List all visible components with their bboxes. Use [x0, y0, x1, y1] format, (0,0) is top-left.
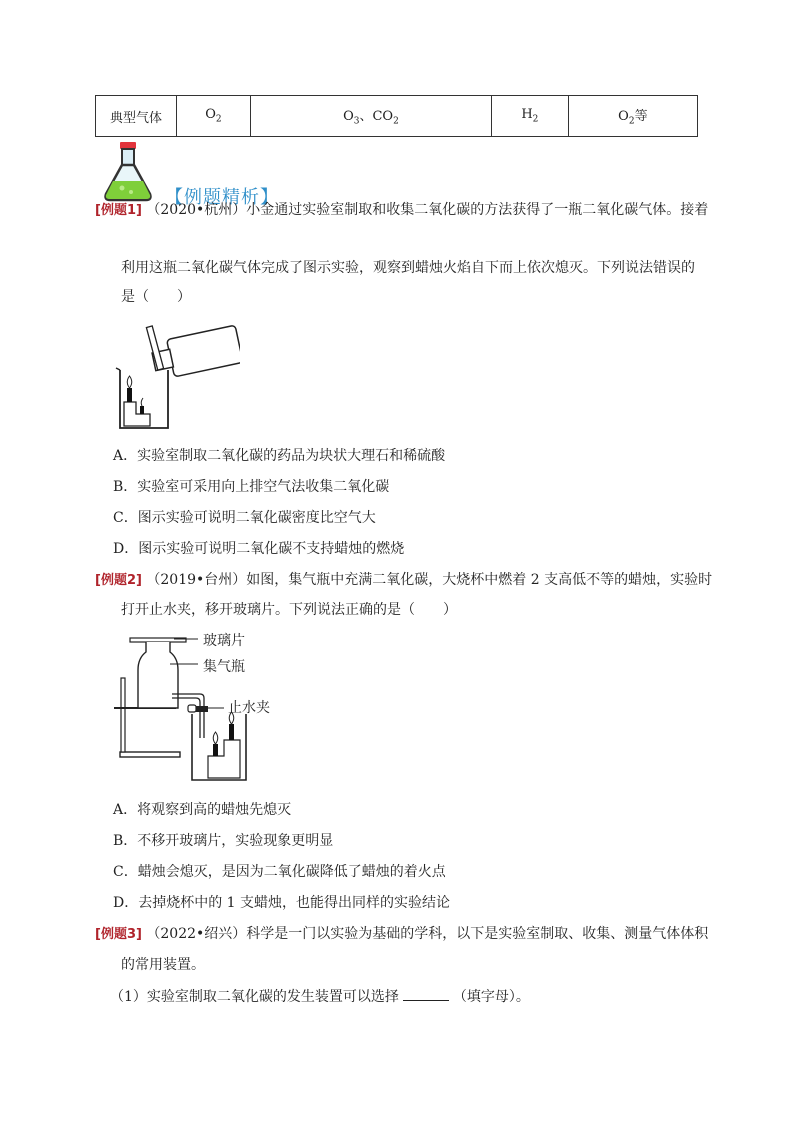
q1-line1: [例题1] （2020•杭州）小金通过实验室制取和收集二氧化碳的方法获得了一瓶二氧化碳气体。接着 — [95, 202, 709, 218]
table-cell-o3-co2: $O_3$、$CO_2$ — [250, 96, 491, 137]
q3-subquestion-1: （1）实验室制取二氧化碳的发生装置可以选择 （填字母）。 — [110, 986, 530, 1007]
q2-option-d: D．去掉烧杯中的 1 支蜡烛，也能得出同样的实验结论 — [113, 895, 451, 911]
section-title: 【例题精析】 — [165, 187, 279, 208]
q1-line3: 是（ ） — [121, 289, 191, 305]
label-glass-plate: 玻璃片 — [203, 633, 245, 649]
gas-table — [95, 95, 698, 137]
q2-line1: [例题2] （2019•台州）如图，集气瓶中充满二氧化碳，大烧杯中燃着 2 支高低不等的蜡烛，实验时 — [95, 572, 713, 588]
q1-line2: 利用这瓶二氧化碳气体完成了图示实验，观察到蜡烛火焰自下而上依次熄灭。下列说法错误的 — [121, 260, 695, 276]
q2-option-b: B．不移开玻璃片，实验现象更明显 — [113, 833, 334, 849]
table-cell-o2: $O_2$ — [177, 96, 251, 137]
q1-tag: [例题1] — [95, 203, 142, 218]
q3-line1: [例题3] （2022•绍兴）科学是一门以实验为基础的学科，以下是实验室制取、收集、测量气体体积 — [95, 926, 709, 942]
q2-tag: [例题2] — [95, 573, 142, 588]
q1-option-b: B．实验室可采用向上排空气法收集二氧化碳 — [113, 479, 390, 495]
answer-blank[interactable] — [403, 986, 449, 1001]
table-cell-o2-etc: $O_2$等 — [568, 96, 697, 137]
q2-line2: 打开止水夹，移开玻璃片。下列说法正确的是（ ） — [121, 602, 457, 618]
q1-option-d: D．图示实验可说明二氧化碳不支持蜡烛的燃烧 — [113, 541, 405, 557]
q1-option-c: C．图示实验可说明二氧化碳密度比空气大 — [113, 510, 376, 526]
label-clamp: 止水夹 — [228, 700, 270, 716]
q1-option-a: A．实验室制取二氧化碳的药品为块状大理石和稀硫酸 — [113, 448, 446, 464]
q1-pouring-co2-diagram — [110, 322, 240, 434]
q2-option-a: A．将观察到高的蜡烛先熄灭 — [113, 802, 292, 818]
table-cell-h2: $H_2$ — [491, 96, 568, 137]
flask-icon — [100, 140, 160, 202]
label-gas-bottle: 集气瓶 — [203, 659, 245, 675]
q3-tag: [例题3] — [95, 927, 142, 942]
q2-option-c: C．蜡烛会熄灭，是因为二氧化碳降低了蜡烛的着火点 — [113, 864, 446, 880]
table-row-label: 典型气体 — [96, 96, 177, 137]
q3-line2: 的常用装置。 — [121, 957, 205, 973]
